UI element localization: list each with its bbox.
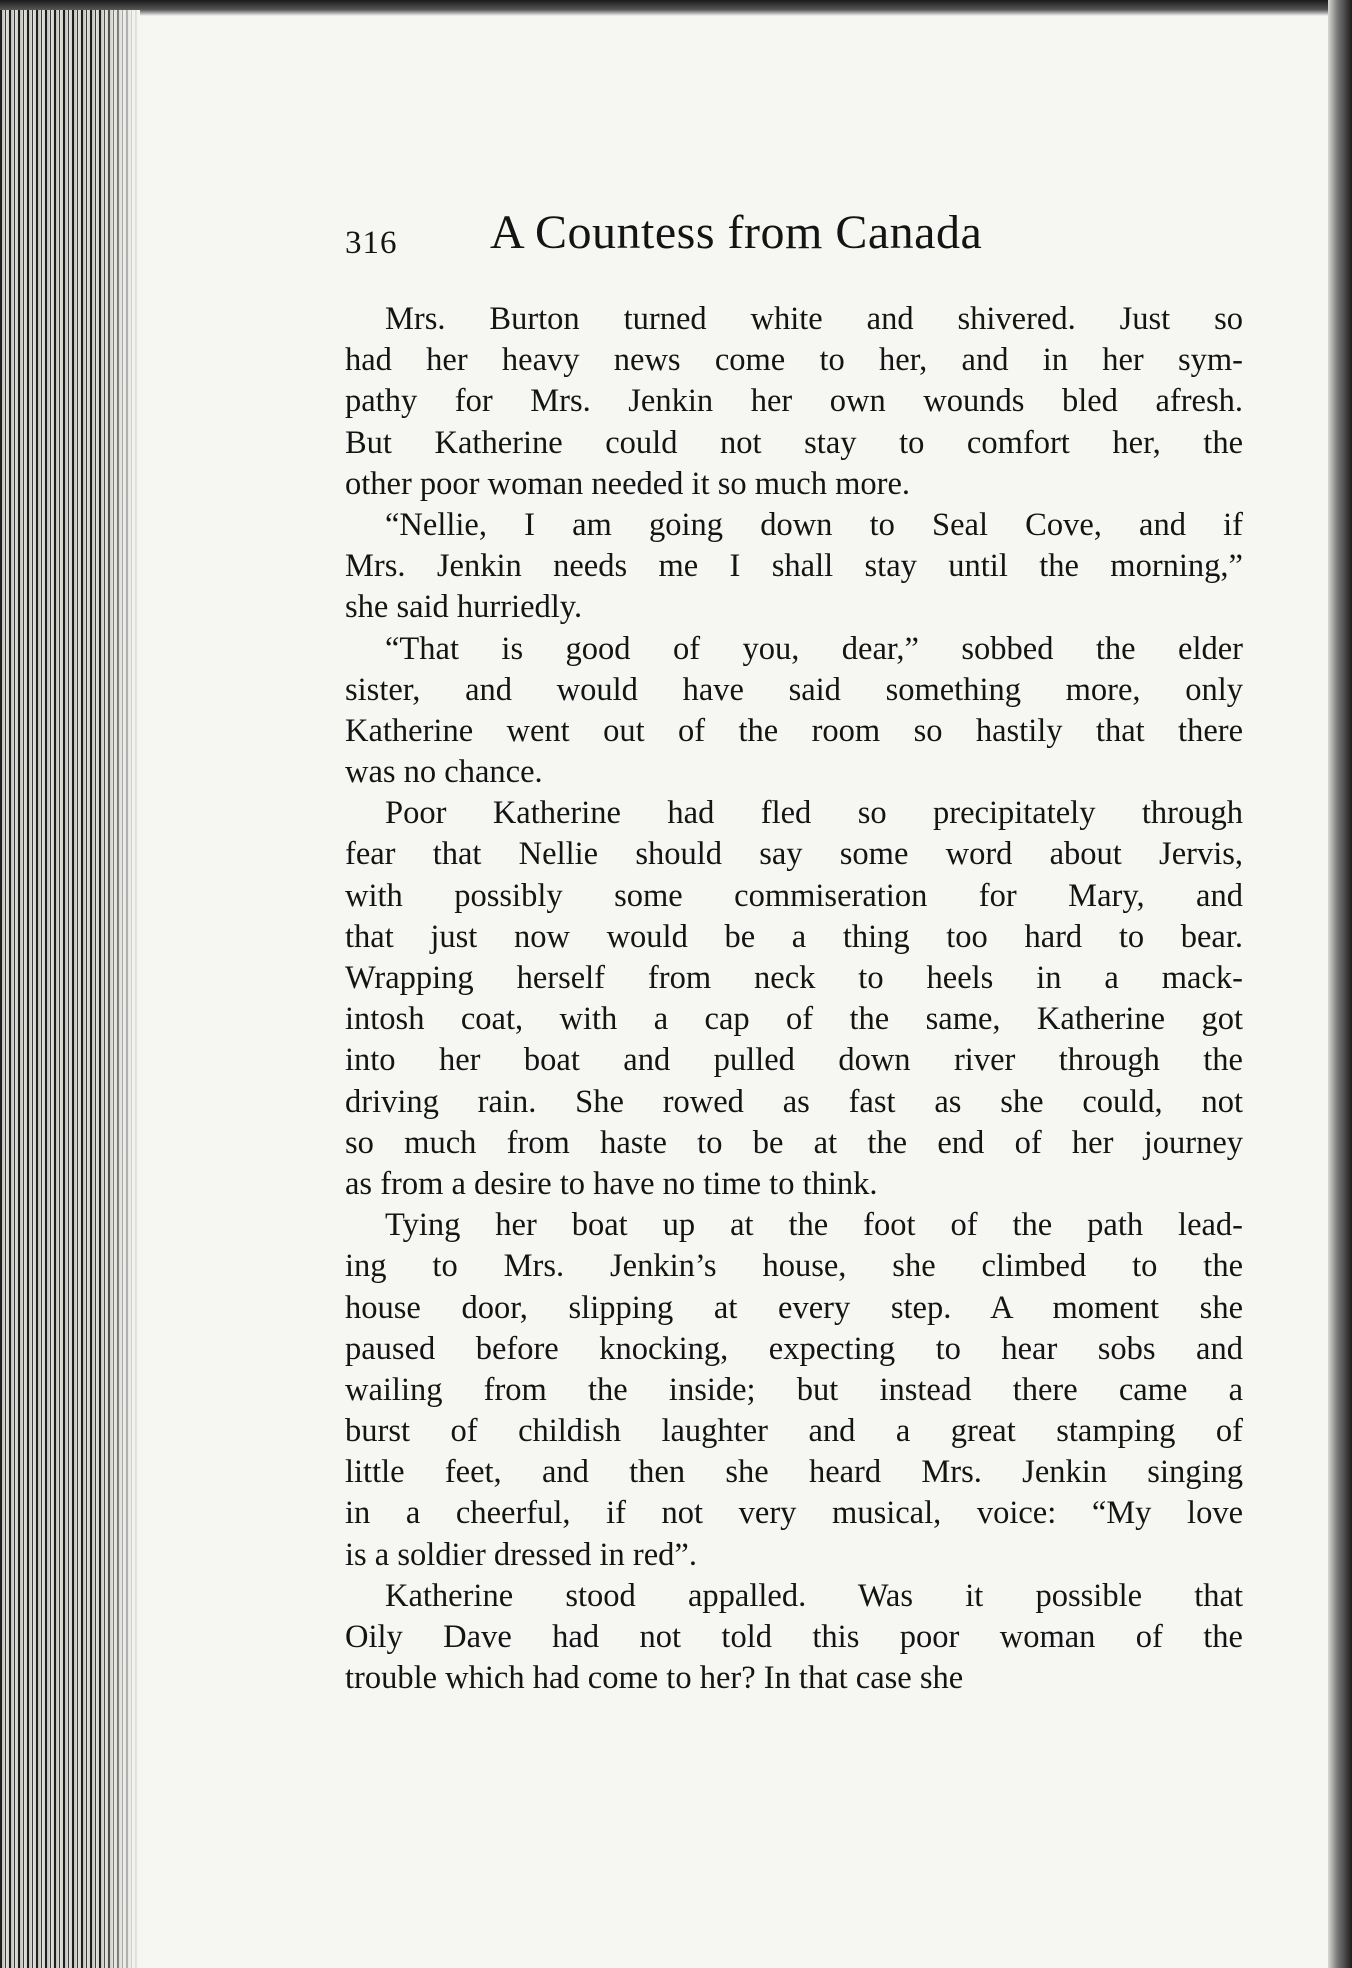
text-line: Wrapping herself from neck to heels in a mack- [345,960,1243,996]
text-line: Tying her boat up at the foot of the path lead- [385,1207,1243,1244]
paragraph [345,299,1243,505]
text-line: Katherine stood appalled. Was it possible that [385,1577,1243,1614]
text-line: driving rain. She rowed as fast as she could, not [345,1083,1243,1120]
paragraph [345,629,1243,794]
paragraph [345,505,1243,629]
text-line: as from a desire to have no time to think. [345,1165,878,1202]
paragraph [345,793,1243,1205]
text-line: “Nellie, I am going down to Seal Cove, and if [385,506,1243,543]
paragraph [345,1205,1243,1576]
book-title: A Countess from Canada [490,206,983,259]
text-line: so much from haste to be at the end of her journey [345,1124,1243,1161]
running-head [345,205,1243,269]
text-line: Mrs. Jenkin needs me I shall stay until the morning,” [345,548,1243,585]
text-line: she said hurriedly. [345,589,583,626]
page-text-block [345,205,1243,1699]
text-line: paused before knocking, expecting to hear sobs and [345,1330,1243,1367]
text-line: burst of childish laughter and a great stamping of [345,1413,1243,1450]
top-page-shadow [0,0,1352,16]
text-line: is a soldier dressed in red”. [345,1536,697,1573]
text-line: house door, slipping at every step. A moment she [345,1289,1243,1326]
body-text [345,299,1243,1699]
text-line: fear that Nellie should say some word about Jervis, [345,836,1243,873]
text-line: “That is good of you, dear,” sobbed the elder [385,630,1243,667]
text-line: was no chance. [345,754,543,791]
text-line: intosh coat, with a cap of the same, Katherine got [345,1001,1243,1038]
right-binding-edge [1328,0,1352,1968]
text-line: Mrs. Burton turned white and shivered. Just so [385,301,1243,337]
text-line: with possibly some commiseration for Mary, and [345,877,1243,914]
text-line: ing to Mrs. Jenkin’s house, she climbed to the [345,1248,1243,1285]
text-line: trouble which had come to her? In that case she [345,1660,964,1697]
text-line: wailing from the inside; but instead there came a [345,1371,1243,1408]
page-number: 316 [345,225,398,261]
stacked-page-edges [0,10,140,1968]
text-line: into her boat and pulled down river through the [345,1042,1243,1079]
text-line: Katherine went out of the room so hastily that there [345,712,1243,749]
text-line: But Katherine could not stay to comfort her, the [345,424,1243,461]
text-line: that just now would be a thing too hard to bear. [345,918,1243,955]
text-line: other poor woman needed it so much more. [345,465,910,502]
text-line: little feet, and then she heard Mrs. Jenkin singing [345,1454,1243,1491]
text-line: Poor Katherine had fled so precipitately through [385,795,1243,832]
text-line: in a cheerful, if not very musical, voice: “My love [345,1495,1243,1532]
text-line: Oily Dave had not told this poor woman of the [345,1619,1243,1655]
text-line: sister, and would have said something more, only [345,671,1243,708]
paragraph [345,1576,1243,1700]
text-line: had her heavy news come to her, and in her sym- [345,342,1243,379]
text-line: pathy for Mrs. Jenkin her own wounds bled afresh. [345,383,1243,420]
